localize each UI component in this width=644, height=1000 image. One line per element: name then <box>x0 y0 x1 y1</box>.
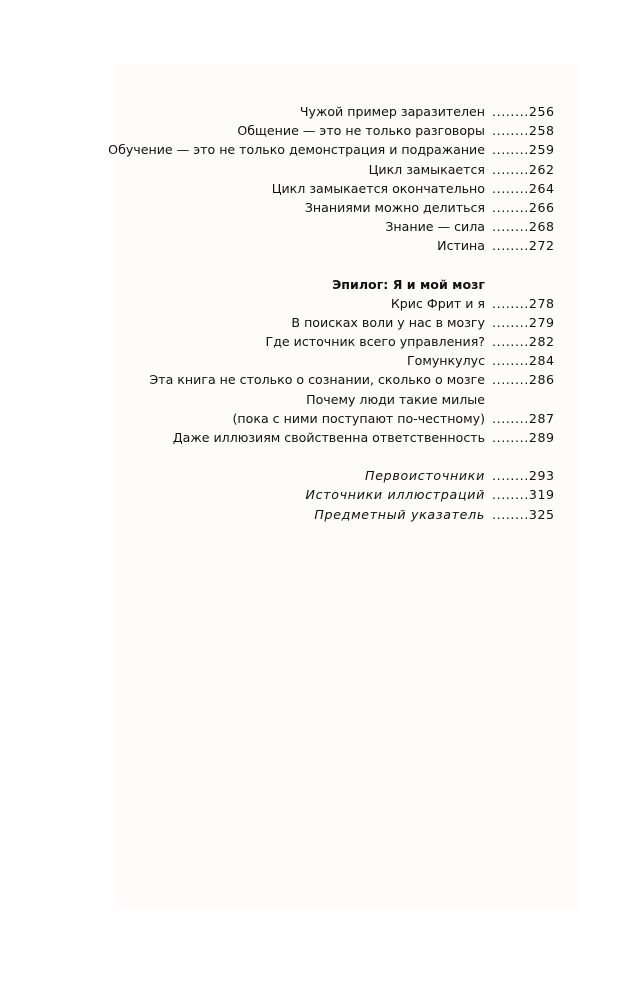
toc-entry-page: ........278 <box>492 295 555 311</box>
section-spacer <box>0 256 644 275</box>
toc-entry-page: ........284 <box>492 353 555 369</box>
toc-entry-title: Обучение — это не только демонстрация и подражание <box>108 142 485 158</box>
toc-entry[interactable] <box>0 179 644 198</box>
toc-entry-title: Первоисточники <box>365 468 485 484</box>
section-spacer <box>0 447 644 466</box>
toc-entry[interactable] <box>0 351 644 370</box>
toc-entry-page: ........266 <box>492 199 555 215</box>
epilogue-heading-row <box>0 275 644 294</box>
table-of-contents <box>0 102 644 524</box>
toc-entry-title: Даже иллюзиям свойственна ответственность <box>172 430 485 445</box>
epilogue-heading: Эпилог: Я и мой мозг <box>332 276 485 292</box>
toc-entry-title: Где источник всего управления? <box>265 334 485 350</box>
toc-entry-title: Знаниями можно делиться <box>304 199 485 215</box>
toc-entry-page: ........256 <box>492 104 555 119</box>
toc-entry-page: ........286 <box>492 372 555 388</box>
toc-entry[interactable] <box>0 505 644 524</box>
toc-entry[interactable] <box>0 409 644 428</box>
toc-entry[interactable] <box>0 370 644 389</box>
toc-entry-page: ........258 <box>492 123 555 139</box>
toc-entry-page: ........293 <box>492 468 555 484</box>
toc-entry[interactable] <box>0 160 644 179</box>
toc-entry-title: Общение — это не только разговоры <box>237 123 485 139</box>
toc-entry-page: ........282 <box>492 334 555 350</box>
toc-entry[interactable] <box>0 121 644 140</box>
toc-entry-page: ........264 <box>492 180 555 196</box>
toc-entry-title: (пока с ними поступают по-честному) <box>232 410 485 426</box>
toc-entry-page: ........325 <box>492 506 555 522</box>
toc-entry[interactable] <box>0 428 644 447</box>
toc-entry-title: Цикл замыкается окончательно <box>271 180 485 196</box>
toc-entry-title: Крис Фрит и я <box>390 295 485 311</box>
toc-entry-page: ........287 <box>492 410 555 426</box>
toc-entry-page: ........319 <box>492 487 555 503</box>
toc-entry-title: Истина <box>437 238 485 254</box>
toc-entry-page: ........272 <box>492 238 555 254</box>
toc-entry[interactable] <box>0 294 644 313</box>
toc-entry-title: Эта книга не столько о сознании, сколько о мозге <box>149 372 485 388</box>
toc-entry-title: Источники иллюстраций <box>305 487 485 503</box>
toc-entry-page: ........259 <box>492 142 555 158</box>
toc-entry-title: Гомункулус <box>406 353 485 369</box>
toc-entry[interactable] <box>0 466 644 485</box>
toc-entry[interactable] <box>0 390 644 409</box>
toc-entry-page: ........289 <box>492 430 555 445</box>
toc-entry[interactable] <box>0 332 644 351</box>
toc-entry[interactable] <box>0 313 644 332</box>
toc-entry-title: Чужой пример заразителен <box>299 104 485 119</box>
toc-entry-title: Почему люди такие милые <box>306 391 485 407</box>
toc-entry-title: Знание — сила <box>385 219 485 235</box>
toc-entry-page: ........279 <box>492 314 555 330</box>
toc-entry[interactable] <box>0 198 644 217</box>
toc-entry[interactable] <box>0 217 644 236</box>
toc-entry[interactable] <box>0 236 644 255</box>
toc-entry-title: Предметный указатель <box>314 506 485 522</box>
toc-entry-title: В поисках воли у нас в мозгу <box>291 314 485 330</box>
toc-entry[interactable] <box>0 485 644 504</box>
toc-entry-title: Цикл замыкается <box>368 161 485 177</box>
toc-entry-page: ........268 <box>492 219 555 235</box>
toc-entry[interactable] <box>0 140 644 159</box>
toc-entry[interactable] <box>0 102 644 121</box>
toc-entry-page: ........262 <box>492 161 555 177</box>
